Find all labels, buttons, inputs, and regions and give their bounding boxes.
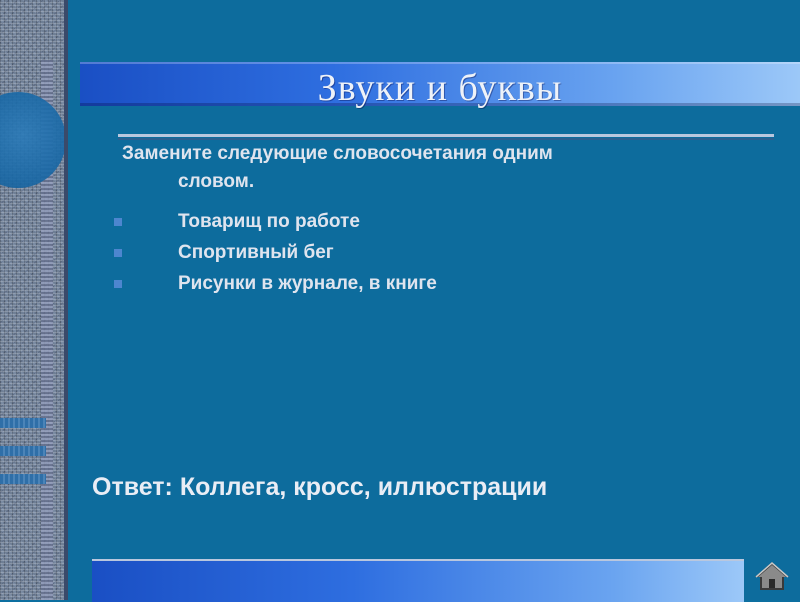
square-bullet-icon — [114, 249, 122, 257]
decorative-stripe — [0, 418, 46, 428]
home-icon[interactable] — [754, 560, 790, 592]
decorative-stripe — [0, 474, 46, 484]
list-item — [110, 206, 710, 237]
task-instruction — [122, 140, 762, 196]
bottom-bar — [92, 559, 744, 602]
list-item-text: Спортивный бег — [178, 242, 334, 263]
slide-title: Звуки и буквы — [317, 67, 563, 109]
decorative-strip-edge — [64, 0, 68, 600]
list-item — [110, 237, 710, 268]
list-item-text: Рисунки в журнале, в книге — [178, 273, 437, 294]
list-item — [110, 268, 710, 299]
decorative-stripe — [0, 446, 46, 456]
list-item-text: Товарищ по работе — [178, 211, 360, 232]
instruction-line-2: словом. — [178, 171, 255, 192]
title-underline — [118, 134, 774, 137]
square-bullet-icon — [114, 218, 122, 226]
answer-text: Ответ: Коллега, кросс, иллюстрации — [92, 473, 548, 501]
square-bullet-icon — [114, 280, 122, 288]
decorative-left-strip — [0, 0, 68, 600]
instruction-line-1: Замените следующие словосочетания одним — [122, 143, 553, 164]
bullet-list — [110, 206, 710, 299]
